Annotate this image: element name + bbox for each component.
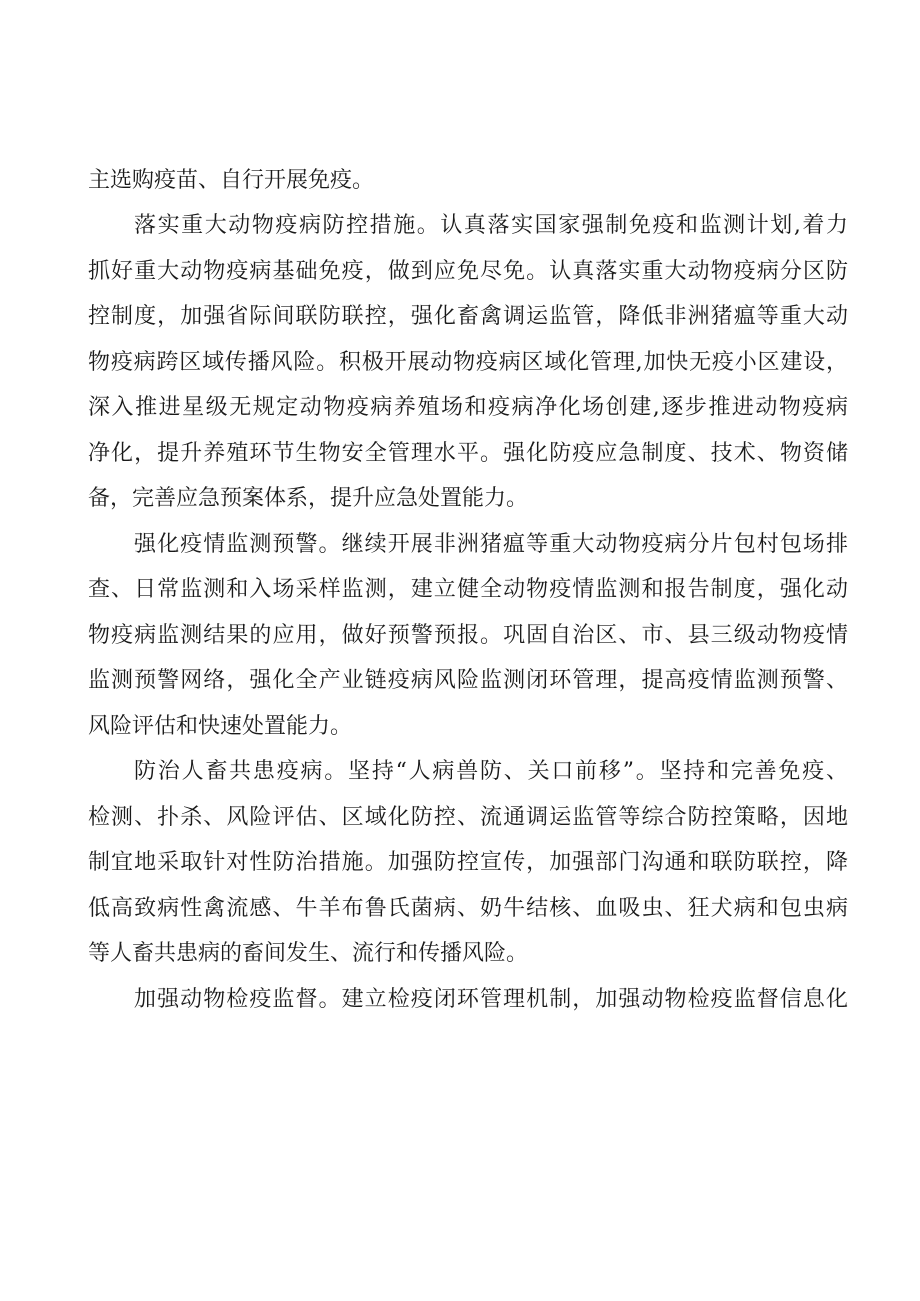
paragraph-first-line: 加强动物检疫监督。建立检疫闭环管理机制，加强动物检疫监督信息化 xyxy=(134,987,848,1012)
text-line: 等人畜共患病的畜间发生、流行和传播风险。 xyxy=(88,941,529,966)
text-line: 备，完善应急预案体系，提升应急处置能力。 xyxy=(88,486,529,511)
text-line: 风险评估和快速处置能力。 xyxy=(88,714,353,739)
text-line: 净化，提升养殖环节生物安全管理水平。强化防疫应急制度、技术、物资储 xyxy=(88,441,848,466)
text-line: 抓好重大动物疫病基础免疫，做到应免尽免。认真落实重大动物疫病分区防 xyxy=(88,259,848,284)
text-line: 物疫病跨区域传播风险。积极开展动物疫病区域化管理,加快无疫小区建设， xyxy=(88,350,848,375)
text-line: 监测预警网络，强化全产业链疫病风险监测闭环管理，提高疫情监测预警、 xyxy=(88,668,848,693)
paragraph-first-line: 落实重大动物疫病防控措施。认真落实国家强制免疫和监测计划,着力 xyxy=(134,213,848,238)
paragraph-first-line: 防治人畜共患疫病。坚持“人病兽防、关口前移”。坚持和完善免疫、 xyxy=(134,759,848,784)
text-line: 查、日常监测和入场采样监测，建立健全动物疫情监测和报告制度，强化动 xyxy=(88,577,848,602)
text-line: 控制度，加强省际间联防联控，强化畜禽调运监管，降低非洲猪瘟等重大动 xyxy=(88,304,848,329)
text-line: 物疫病监测结果的应用，做好预警预报。巩固自治区、市、县三级动物疫情 xyxy=(88,623,848,648)
text-line: 制宜地采取针对性防治措施。加强防控宣传，加强部门沟通和联防联控，降 xyxy=(88,850,848,875)
text-line: 主选购疫苗、自行开展免疫。 xyxy=(88,168,375,193)
paragraph-first-line: 强化疫情监测预警。继续开展非洲猪瘟等重大动物疫病分片包村包场排 xyxy=(134,532,848,557)
text-line: 检测、扑杀、风险评估、区域化防控、流通调运监管等综合防控策略，因地 xyxy=(88,805,848,830)
text-line: 深入推进星级无规定动物疫病养殖场和疫病净化场创建,逐步推进动物疫病 xyxy=(88,395,848,420)
text-line: 低高致病性禽流感、牛羊布鲁氏菌病、奶牛结核、血吸虫、狂犬病和包虫病 xyxy=(88,896,848,921)
